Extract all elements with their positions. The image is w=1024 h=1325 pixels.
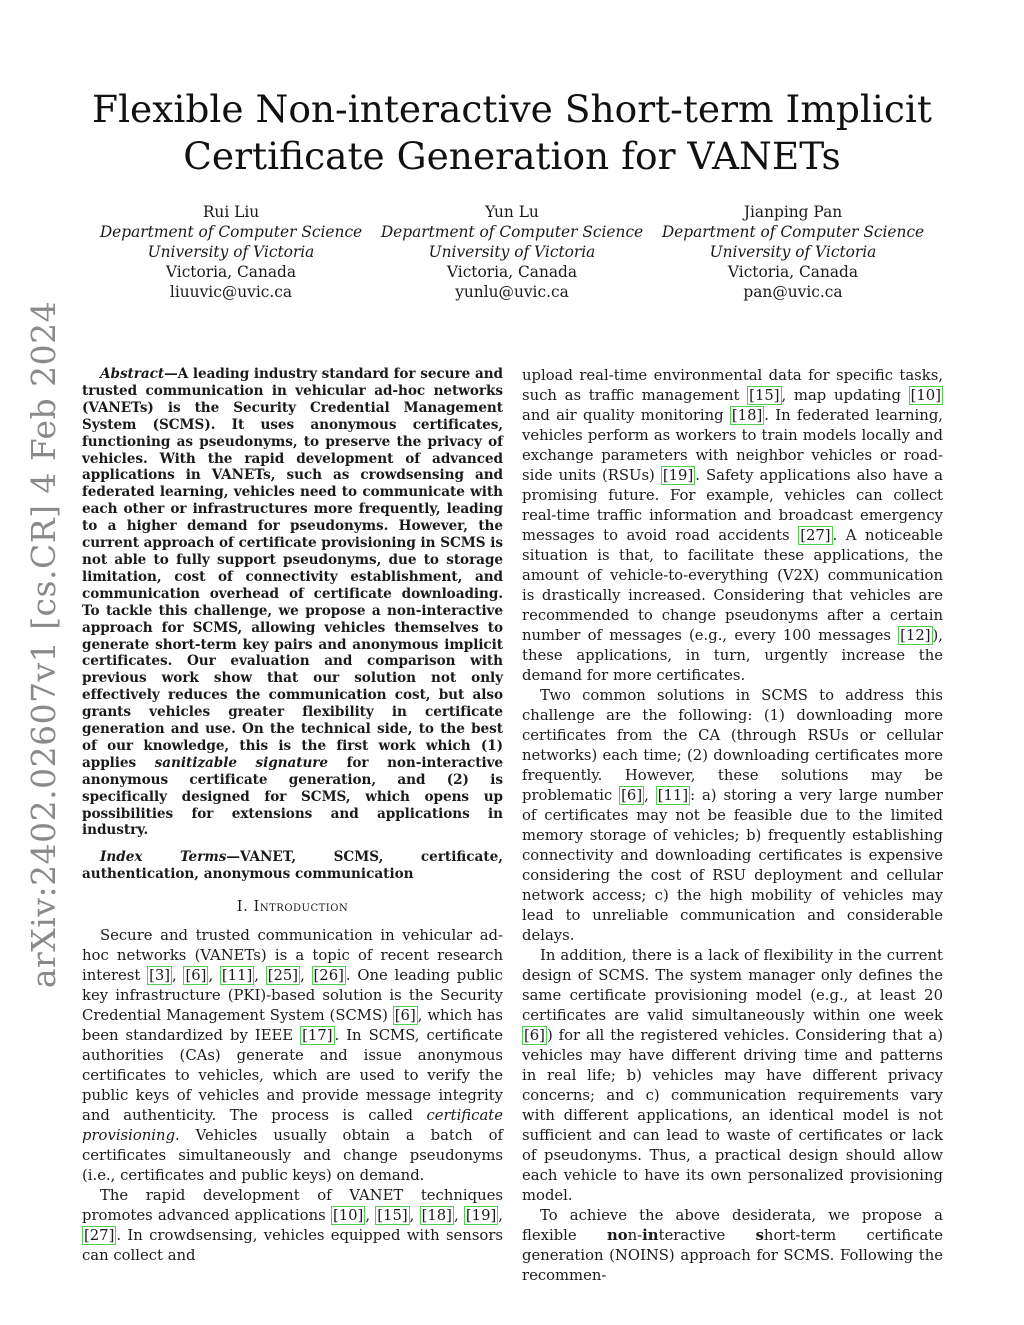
author-email: pan@uvic.ca [743, 283, 843, 301]
author-location: Victoria, Canada [446, 263, 578, 281]
paragraph: In addition, there is a lack of flexibility in the current design of SCMS. The system manager only defines the same certificate provisioning model (e.g., at least 20 certificates are valid simultaneously within one week [6] ) for all the registered vehicles. Considering that a) vehicles may have different driving time and patterns in real life; b) vehicles may have different privacy concerns; and c) communication requirements vary with different applications, an identical model is not sufficient and can lead to waste of certificates or lack of pseudonyms. Thus, a practical design should allow each vehicle to have its own personalized provisioning model. [522, 947, 943, 1204]
citation-link[interactable]: [11] [657, 787, 689, 804]
citation-link[interactable]: [15] [377, 1207, 408, 1225]
author-name: Yun Lu [485, 203, 539, 221]
author-2 [377, 202, 647, 302]
citation-link[interactable]: [6] [185, 967, 207, 985]
index-terms-label: Index Terms [100, 849, 227, 866]
citation-link[interactable]: [6] [524, 1027, 545, 1044]
author-department: Department of Computer Science [99, 223, 363, 241]
citation-link[interactable]: [18] [731, 407, 763, 424]
paragraph: Secure and trusted communication in vehicular ad-hoc networks (VANETs) is a topic of recent research interest [3] , [6] , [11] , [25] , [26] . One leading public key infrastructure (PKI)-based solution is the Security Credential Management System (SCMS) [6] , which has been standardized by IEEE [17] . In SCMS, certificate authorities (CAs) generate and issue anonymous certificates to vehicles, which are used to verify the public keys of vehicles and provide message integrity and authenticity. The process is called certificate provisioning. Vehicles usually obtain a batch of certificates simultaneously and change pseudonyms (i.e., certificates and public keys) on demand. [82, 927, 503, 1185]
citation-link[interactable]: [27] [84, 1227, 115, 1245]
citation-link[interactable]: [19] [662, 467, 694, 484]
citation-link[interactable]: [26] [313, 967, 344, 985]
author-3 [658, 202, 928, 302]
citation-link[interactable]: [6] [621, 787, 643, 804]
author-email: yunlu@uvic.ca [455, 283, 569, 301]
author-email: liuuvic@uvic.ca [169, 283, 293, 301]
right-column [522, 366, 943, 1286]
paper-title: Flexible Non-interactive Short-term Implicit Certificate Generation for VANETs [92, 87, 932, 178]
paragraph: upload real-time environmental data for specific tasks, such as traffic management [15] , map updating [10] and air quality monitoring [18] . In federated learning, vehicles perform as workers to train models locally and exchange parameters with neighbor vehicles or road-side units (RSUs) [19] . Safety applications also have a promising future. For example, vehicles can collect real-time traffic information and broadcast emergency messages to avoid road accidents [27] . A noticeable situation is that, to facilitate these applications, the amount of vehicle-to-everything (V2X) communication is drastically increased. Considering that vehicles are recommended to change pseudonyms after a certain number of messages (e.g., every 100 messages [12] ), these applications, in turn, urgently increase the demand for more certificates. [522, 367, 943, 684]
section-heading: I. Introduction [236, 898, 349, 916]
citation-link[interactable]: [27] [800, 527, 831, 544]
citation-link[interactable]: [19] [465, 1207, 497, 1225]
index-terms: Index Terms—VANET, SCMS, certificate, authentication, anonymous communication [82, 849, 503, 883]
author-1 [96, 202, 366, 302]
citation-link[interactable]: [11] [221, 967, 253, 985]
left-column [82, 366, 503, 1266]
citation-link[interactable]: [17] [302, 1027, 333, 1045]
abstract-label: Abstract [100, 366, 165, 382]
author-university: University of Victoria [709, 243, 877, 261]
author-location: Victoria, Canada [727, 263, 859, 281]
arxiv-identifier: arXiv:2402.02607v1 [cs.CR] 4 Feb 2024 [24, 300, 64, 988]
author-department: Department of Computer Science [380, 223, 644, 241]
author-university: University of Victoria [428, 243, 596, 261]
citation-link[interactable]: [12] [900, 627, 931, 644]
author-name: Rui Liu [202, 203, 260, 221]
author-location: Victoria, Canada [165, 263, 297, 281]
author-block [96, 202, 928, 302]
author-department: Department of Computer Science [661, 223, 925, 241]
citation-link[interactable]: [25] [267, 967, 299, 985]
citation-link[interactable]: [3] [149, 967, 171, 985]
citation-link[interactable]: [15] [749, 387, 780, 404]
citation-link[interactable]: [10] [332, 1207, 364, 1225]
citation-link[interactable]: [6] [394, 1007, 416, 1025]
author-name: Jianping Pan [743, 203, 843, 221]
paragraph: To achieve the above desiderata, we propose a flexible non-interactive short-term certificate generation (NOINS) approach for SCMS. Following the recommen- [522, 1207, 943, 1284]
paragraph: Two common solutions in SCMS to address this challenge are the following: (1) downloading more certificates from the CA (through RSUs or cellular networks) each time; (2) downloading certificates more frequently. However, these solutions may be problematic [6] , [11] : a) storing a very large number of certificates may not be feasible due to the limited memory storage of vehicles; b) frequently establishing connectivity and downloading certificates is expensive considering the cost of RSU deployment and cellular network access; c) the high mobility of vehicles may lead to unreliable communication and considerable delays. [522, 687, 943, 944]
citation-link[interactable]: [18] [421, 1207, 452, 1225]
paragraph: The rapid development of VANET techniques promotes advanced applications [10] , [15] , [18] , [19] , [27] . In crowdsensing, vehicles equipped with sensors can collect and [82, 1187, 503, 1265]
abstract: Abstract—A leading industry standard for secure and trusted communication in vehicular ad-hoc networks (VANETs) is the Security Credential Management System (SCMS). It uses anonymous certificates, functioning as pseudonyms, to preserve the privacy of vehicles. With the rapid development of advanced applications in VANETs, such as crowdsensing and federated learning, vehicles need to communicate with each other or infrastructures more frequently, leading to a higher demand for pseudonyms. However, the current approach of certificate provisioning in SCMS is not able to fully support pseudonyms, due to storage limitation, cost of connectivity establishment, and communication overhead of certificate downloading. To tackle this challenge, we propose a non-interactive approach for SCMS, allowing vehicles themselves to generate short-term key pairs and anonymous implicit certificates. Our evaluation and comparison with previous work show that our solution not only effectively reduces the communication cost, but also grants vehicles greater flexibility in certificate generation and use. On the technical side, to the best of our knowledge, this is the first work which (1) applies sanitizable signature for non-interactive anonymous certificate generation, and (2) is specifically designed for SCMS, which opens up possibilities for extensions and applications in industry. [82, 366, 504, 839]
author-university: University of Victoria [147, 243, 315, 261]
citation-link[interactable]: [10] [910, 387, 941, 404]
